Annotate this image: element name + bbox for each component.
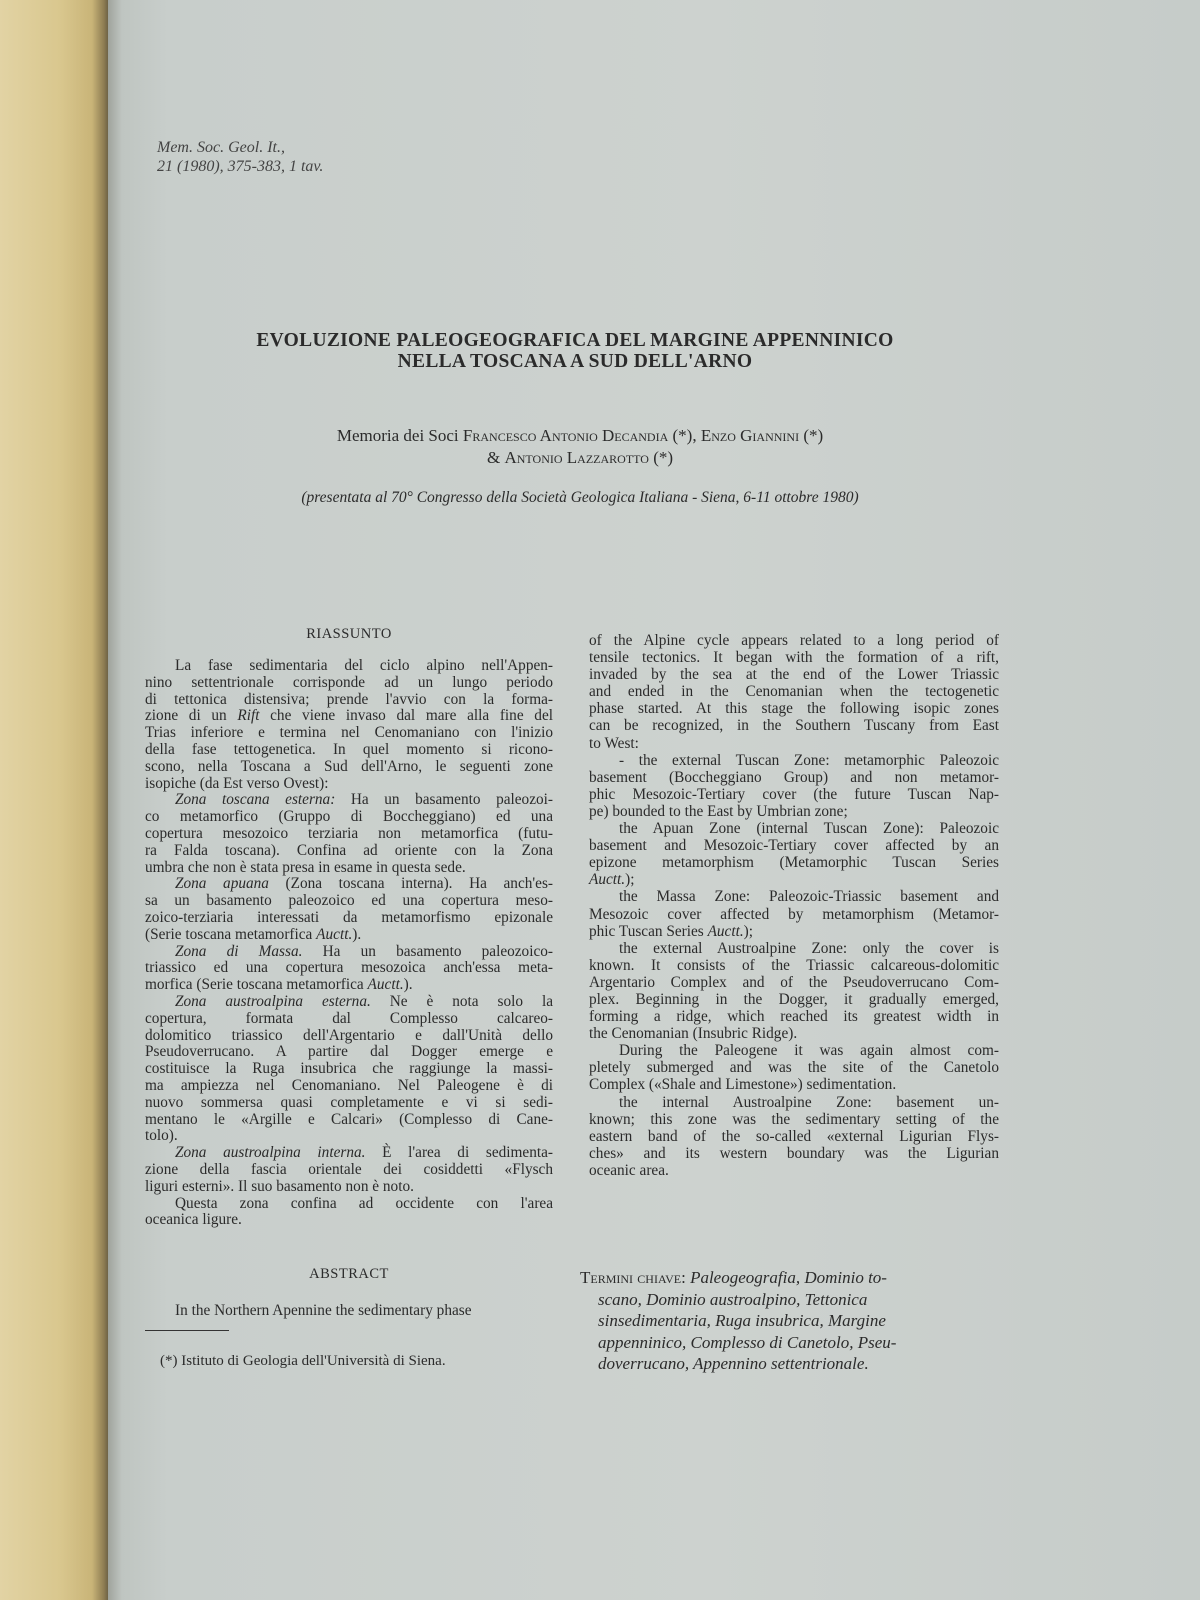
text-line: the Cenomanian (Insubric Ridge). — [589, 1025, 798, 1043]
text-line — [145, 927, 553, 944]
text-line: phic Mesozoic-Tertiary cover (the future Tuscan Nap- — [589, 785, 999, 803]
italic-text: Auctt. — [589, 871, 626, 889]
text-line — [145, 944, 553, 961]
text-line: zoico-terziaria interessati da metamorfismo epizonale — [145, 908, 553, 926]
text-line: can be recognized, in the Southern Tuscany from East — [589, 717, 999, 735]
text-line: co metamorfico (Gruppo di Boccheggiano) ed una — [145, 808, 553, 826]
text-line: oceanic area. — [589, 1161, 669, 1179]
text-line: of the Alpine cycle appears related to a long period of — [589, 632, 999, 649]
text-line: ra Falda toscana). Confina ad oriente con la Zona — [145, 841, 553, 859]
text-line: plex. Beginning in the Dogger, it gradually emerged, — [589, 990, 999, 1008]
text-line: pletely submerged and was the site of the Canetolo — [589, 1059, 999, 1077]
text-line: mentano le «Argille e Calcari» (Complesso di Cane- — [145, 1110, 553, 1128]
keywords-text: Paleogeografia, Dominio to- — [685, 1268, 887, 1287]
text-line: Argentario Complex and of the Pseudoverrucano Com- — [589, 973, 999, 991]
text-line: Trias inferiore e termina nel Cenomaniano con l'inizio — [145, 724, 553, 742]
text-line: oceanica ligure. — [145, 1211, 242, 1229]
text-line — [145, 994, 553, 1011]
keywords-line — [580, 1289, 1000, 1311]
text-line: ches» and its western boundary was the Ligurian — [589, 1144, 999, 1162]
text-segment: phic Tuscan Series — [589, 922, 708, 940]
author-name: Enzo Giannini — [700, 426, 800, 445]
text-line — [145, 876, 553, 893]
author-name: Francesco Antonio Decandia — [462, 426, 669, 445]
keywords-text: scano, Dominio austroalpino, Tettonica — [598, 1289, 868, 1309]
text-line: the Apuan Zone (internal Tuscan Zone): Paleozoic — [619, 820, 999, 838]
text-line: forming a ridge, which reached its greatest width in — [589, 1008, 999, 1026]
authors-prefix: Memoria dei Soci — [336, 426, 463, 445]
text-segment: ); — [625, 871, 635, 889]
italic-text: Zona di Massa. — [175, 942, 303, 960]
text-line: known. It consists of the Triassic calcareous-dolomitic — [589, 956, 999, 974]
text-line: umbra che non è stata presa in esame in questa sede. — [145, 858, 466, 876]
text-line: zione della fascia orientale dei cosiddetti «Flysch — [145, 1160, 553, 1178]
text-line: La fase sedimentaria del ciclo alpino nell'Appen- — [175, 657, 553, 674]
journal-citation-line: 21 (1980), 375-383, 1 tav. — [157, 158, 324, 175]
keywords-label: Termini chiave: — [580, 1268, 686, 1287]
riassunto-heading: RIASSUNTO — [306, 626, 392, 642]
text-line: tolo). — [145, 1127, 178, 1145]
italic-text: Zona toscana esterna: — [175, 791, 336, 809]
text-line: the internal Austroalpine Zone: basement un- — [619, 1093, 999, 1111]
author-mark: (*), — [668, 426, 701, 445]
text-line: nino settentrionale corrisponde ad un lungo periodo — [145, 673, 553, 691]
keywords-line — [580, 1267, 1000, 1289]
italic-text: Auctt. — [707, 922, 744, 940]
text-line — [145, 977, 553, 994]
italic-text: Auctt. — [367, 976, 404, 994]
text-line: pe) bounded to the East by Umbrian zone; — [589, 802, 848, 820]
text-line: During the Paleogene it was again almost com- — [619, 1042, 999, 1060]
keywords — [580, 1267, 1000, 1375]
text-line: della fase tettogenetica. In quel momento si ricono- — [145, 740, 553, 758]
text-line — [145, 1145, 553, 1162]
text-segment: ); — [743, 922, 754, 940]
text-segment: ). — [352, 925, 362, 943]
footnote-rule — [145, 1330, 229, 1331]
authors-amp: & — [486, 448, 505, 467]
text-line: ma ampiezza nel Cenomaniano. Nel Paleogene è di — [145, 1076, 553, 1094]
text-line: di tettonica distensiva; prende l'avvio con la forma- — [145, 690, 553, 708]
abstract-first-line: In the Northern Apennine the sedimentary phase — [175, 1302, 472, 1319]
journal-citation — [157, 138, 323, 176]
text-line: invaded by the sea at the end of the Lower Triassic — [589, 666, 999, 684]
footnote: (*) Istituto di Geologia dell'Università di Siena. — [160, 1353, 446, 1369]
text-line: and ended in the Cenomanian when the tectogenetic — [589, 683, 999, 701]
text-segment: (Zona toscana interna). Ha anch'es- — [268, 875, 553, 893]
keywords-text: doverrucano, Appennino settentrionale. — [598, 1354, 869, 1373]
text-line: to West: — [589, 734, 639, 752]
text-line: eastern band of the so-called «external Ligurian Flys- — [589, 1127, 999, 1145]
author-mark: (*) — [648, 448, 674, 467]
keywords-line — [580, 1310, 1000, 1332]
text-line: Questa zona confina ad occidente con l'area — [175, 1194, 553, 1212]
text-line — [145, 708, 553, 725]
text-line: basement (Boccheggiano Group) and non metamor- — [589, 768, 999, 786]
text-line: sa un basamento paleozoico ed una copertura meso- — [145, 892, 553, 910]
text-line: dolomitico triassico dell'Argentario e dall'Unità dello — [145, 1026, 553, 1044]
text-segment: morfica (Serie toscana metamorfica — [145, 976, 368, 994]
text-segment: Ha un basamento paleozoico- — [302, 942, 553, 960]
italic-text: Zona apuana — [175, 875, 269, 893]
italic-text: Zona austroalpina interna. — [175, 1144, 366, 1162]
text-line: - the external Tuscan Zone: metamorphic Paleozoic — [619, 751, 999, 769]
text-line: known; this zone was the sedimentary setting of the — [589, 1110, 999, 1128]
text-line: epizone metamorphism (Metamorphic Tuscan Series — [589, 854, 999, 872]
text-line: Pseudoverrucano. A partire dal Dogger emerge e — [145, 1043, 553, 1061]
text-line: the Massa Zone: Paleozoic-Triassic basement and — [619, 888, 999, 906]
italic-text: Zona austroalpina esterna. — [175, 992, 371, 1010]
text-segment: Ne è nota solo la — [370, 992, 553, 1010]
text-line: copertura, formata dal Complesso calcareo- — [145, 1009, 553, 1027]
text-line: costituisce la Ruga insubrica che raggiunge la massi- — [145, 1060, 553, 1078]
authors — [230, 425, 930, 469]
text-segment: Ha un basamento paleozoi- — [335, 791, 553, 809]
text-line: copertura mesozoico terziaria non metamorfica (futu- — [145, 824, 553, 842]
title-line: NELLA TOSCANA A SUD DELL'ARNO — [397, 351, 753, 372]
text-line — [145, 792, 553, 809]
presentation-note: (presentata al 70° Congresso della Società Geologica Italiana - Siena, 6-11 ottobre 1980) — [301, 489, 859, 506]
text-line: the external Austroalpine Zone: only the cover is — [619, 939, 999, 957]
text-line: phase started. At this stage the following isopic zones — [589, 700, 999, 718]
italic-text: Auctt. — [316, 925, 353, 943]
abstract-text — [589, 632, 999, 1179]
text-line: triassico ed una copertura mesozoica anch'essa meta- — [145, 959, 553, 977]
keywords-text: appenninico, Complesso di Canetolo, Pseu- — [598, 1332, 897, 1352]
keywords-text: sinsedimentaria, Ruga insubrica, Margine — [598, 1311, 886, 1330]
italic-text: Rift — [237, 707, 260, 725]
text-line: liguri esterni». Il suo basamento non è noto. — [145, 1177, 414, 1195]
text-segment: (Serie toscana metamorfica — [145, 925, 317, 943]
article-title — [150, 330, 1000, 372]
text-line: basement and Mesozoic-Tertiary cover affected by an — [589, 837, 999, 855]
riassunto-text — [145, 658, 553, 1229]
text-line: Mesozoic cover affected by metamorphism (Metamor- — [589, 905, 999, 923]
book-page-edge — [0, 0, 112, 1600]
text-segment: zione di un — [145, 707, 238, 725]
text-segment: che viene invaso dal mare alla fine del — [259, 707, 553, 725]
journal-citation-line: Mem. Soc. Geol. It., — [157, 139, 285, 156]
text-line: scono, nella Toscana a Sud dell'Arno, le seguenti zone — [145, 757, 553, 775]
text-line: Complex («Shale and Limestone») sedimentation. — [589, 1076, 897, 1094]
text-line: tensile tectonics. It began with the formation of a rift, — [589, 649, 999, 667]
text-line — [589, 923, 999, 940]
title-line: EVOLUZIONE PALEOGEOGRAFICA DEL MARGINE APPENNINICO — [256, 330, 894, 351]
text-line: isopiche (da Est verso Ovest): — [145, 774, 329, 792]
author-mark: (*) — [799, 426, 824, 445]
keywords-line — [580, 1353, 1000, 1375]
author-name: Antonio Lazzarotto — [504, 448, 649, 467]
text-segment: È l'area di sedimenta- — [365, 1144, 553, 1162]
abstract-heading: ABSTRACT — [309, 1266, 389, 1282]
text-segment: ). — [403, 976, 413, 994]
text-line: nuovo sommersa quasi completamente e vi si sedi- — [145, 1093, 553, 1111]
text-line — [589, 871, 999, 888]
keywords-line — [580, 1332, 1000, 1354]
